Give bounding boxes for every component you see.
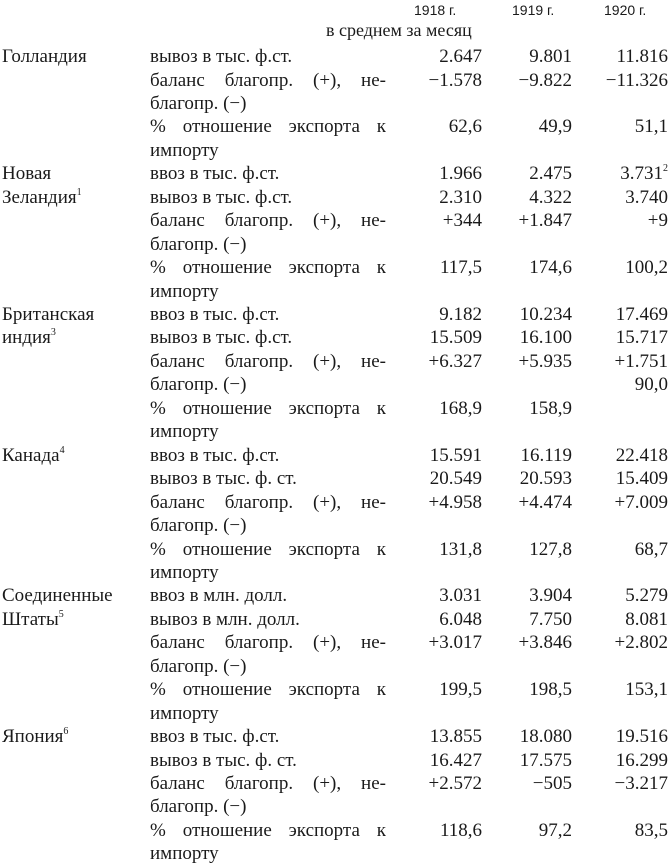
value-1919 <box>520 726 572 748</box>
value-1919-text: 17.575 <box>519 749 572 771</box>
value-1919-text: 7.750 <box>529 608 572 630</box>
value-1920-text: 68,7 <box>634 538 668 560</box>
indicator-label: вывоз в тыс. ф.ст. <box>150 327 293 349</box>
value-1918 <box>429 70 482 92</box>
value-1919 <box>529 187 572 209</box>
indicator-label: ввоз в млн. долл. <box>150 585 288 607</box>
value-1918-text: 6.048 <box>439 608 482 630</box>
country-name: Соединенные <box>2 585 113 607</box>
value-1918-text: +4.958 <box>428 491 482 513</box>
indicator-label: импорту <box>150 139 219 161</box>
country-name: индия <box>2 327 51 349</box>
value-1919 <box>519 492 572 514</box>
footnote-marker: 1 <box>76 186 82 198</box>
value-1920-text: 17.469 <box>615 303 668 325</box>
value-1918 <box>430 726 482 748</box>
value-1918 <box>439 163 482 185</box>
value-1918-text: +2.572 <box>428 772 482 794</box>
table-row <box>0 163 672 187</box>
value-1920 <box>616 327 668 349</box>
value-1918-text: 117,5 <box>439 257 482 278</box>
table-row <box>0 820 672 844</box>
country-label <box>2 304 94 326</box>
indicator-label: вывоз в тыс. ф.ст. <box>150 186 293 208</box>
value-1918-text: 13.855 <box>429 726 482 747</box>
country-name: Япония <box>2 726 64 747</box>
indicator-label: % отношение экспорта к <box>150 397 386 419</box>
table-row <box>0 492 672 516</box>
value-1919-text: +1.847 <box>518 210 572 232</box>
value-1919-text: 16.119 <box>520 444 572 466</box>
indicator-label: благопр. (−) <box>150 796 247 818</box>
country-label <box>2 163 51 185</box>
value-1918 <box>439 609 482 631</box>
country-label <box>2 726 68 748</box>
table-row <box>0 70 672 94</box>
table-row <box>0 210 672 234</box>
country-name: Новая <box>2 163 52 185</box>
value-1919 <box>529 163 572 185</box>
value-1918 <box>439 679 482 701</box>
value-1919 <box>529 398 572 420</box>
table-row <box>0 539 672 563</box>
value-1920-text: 83,5 <box>634 819 668 841</box>
country-name: Голландия <box>2 46 87 67</box>
country-label <box>2 609 64 631</box>
table-row <box>0 703 672 727</box>
value-1919-text: 2.475 <box>529 163 572 185</box>
value-1919 <box>533 773 572 795</box>
table-row <box>0 773 672 797</box>
value-1919-text: 10.234 <box>519 303 572 325</box>
country-name: Штаты <box>2 608 59 630</box>
value-1920 <box>616 445 668 467</box>
indicator-label: % отношение экспорта к <box>150 257 386 278</box>
footnote-marker: 6 <box>63 726 69 737</box>
value-1918-text: 15.591 <box>429 444 482 466</box>
table-row <box>0 421 672 445</box>
table-row <box>0 515 672 539</box>
value-1919-text: −505 <box>532 772 572 794</box>
value-1919 <box>520 304 572 326</box>
country-label <box>2 187 82 209</box>
country-name: Канада <box>2 444 60 466</box>
value-1918 <box>439 585 482 607</box>
value-1920 <box>625 585 668 607</box>
value-1919 <box>529 585 572 607</box>
indicator-label: баланс благопр. (+), не- <box>150 69 386 91</box>
value-1920 <box>620 163 668 185</box>
table-row <box>0 398 672 422</box>
country-label <box>2 327 56 349</box>
indicator-label: вывоз в млн. долл. <box>150 608 300 630</box>
table-row <box>0 445 672 469</box>
value-1919-text: 16.100 <box>519 327 572 349</box>
indicator-label: благопр. (−) <box>150 233 247 255</box>
table-subtitle: в среднем за месяц <box>326 20 472 40</box>
indicator-label: вывоз в тыс. ф. ст. <box>150 749 297 771</box>
value-1918 <box>440 820 482 842</box>
value-1919 <box>519 632 572 654</box>
footnote-marker: 4 <box>59 444 65 456</box>
value-1919 <box>539 820 572 842</box>
indicator-label: импорту <box>150 843 219 865</box>
value-1920 <box>616 46 668 68</box>
value-1918-text: 3.031 <box>439 585 482 607</box>
indicator-label: % отношение экспорта к <box>150 819 386 841</box>
value-1919 <box>519 70 572 92</box>
country-label <box>2 46 87 68</box>
indicator-label: благопр. (−) <box>150 655 247 677</box>
table-row <box>0 374 672 398</box>
table-row <box>0 796 672 820</box>
value-1918-text: +3.017 <box>428 632 482 654</box>
table-row <box>0 843 672 867</box>
table-row <box>0 585 672 609</box>
value-1920 <box>616 726 668 748</box>
indicator-label: импорту <box>150 421 219 443</box>
value-1918-text: +344 <box>442 210 482 232</box>
table-row <box>0 187 672 211</box>
value-1918-text: 9.182 <box>439 303 482 325</box>
value-1918-text: 118,6 <box>439 819 482 841</box>
value-1920 <box>616 750 668 772</box>
value-1919-text: 20.593 <box>519 468 572 490</box>
value-1920-text: 16.299 <box>615 749 668 771</box>
table-row <box>0 632 672 656</box>
table-row <box>0 468 672 492</box>
value-1920 <box>615 492 668 514</box>
value-1919-text: +3.846 <box>518 632 572 654</box>
value-1920-text: −3.217 <box>614 772 668 794</box>
indicator-label: импорту <box>150 561 219 583</box>
value-1918-text: 62,6 <box>448 116 482 138</box>
indicator-label: ввоз в тыс. ф.ст. <box>150 163 280 185</box>
value-1918-text: 1.966 <box>439 163 482 185</box>
value-1920-text: 153,1 <box>625 679 668 701</box>
indicator-label: ввоз в тыс. ф.ст. <box>150 726 280 747</box>
table-row <box>0 304 672 328</box>
value-1919 <box>529 609 572 631</box>
indicator-label: % отношение экспорта к <box>150 116 386 138</box>
value-1920 <box>615 351 668 373</box>
value-1918 <box>429 492 482 514</box>
value-1920 <box>635 820 668 842</box>
value-1918 <box>430 750 482 772</box>
value-1919-text: −9.822 <box>518 69 572 91</box>
value-1919-text: +4.474 <box>518 491 572 513</box>
indicator-label: благопр. (−) <box>150 374 247 396</box>
table-row <box>0 93 672 117</box>
value-1919-text: 4.322 <box>529 186 572 208</box>
value-1919-text: 158,9 <box>529 397 572 419</box>
table-row <box>0 351 672 375</box>
value-1918-text: 2.310 <box>439 186 482 208</box>
value-1920-text: 8.081 <box>625 608 668 630</box>
value-1920-text: 90,0 <box>634 374 668 396</box>
value-1919 <box>519 210 572 232</box>
value-1918-text: 131,8 <box>439 538 482 560</box>
indicator-label: ввоз в тыс. ф.ст. <box>150 444 280 466</box>
value-1919-text: 198,5 <box>529 679 572 701</box>
year-header-1919: 1919 г. <box>512 2 555 18</box>
value-1919-text: 49,9 <box>538 116 572 138</box>
value-1919 <box>529 257 572 279</box>
table-row <box>0 140 672 164</box>
value-1920-text: 22.418 <box>615 444 668 466</box>
value-1918 <box>439 539 482 561</box>
table-row <box>0 750 672 774</box>
value-1918 <box>443 210 482 232</box>
value-1919-text: 127,8 <box>529 538 572 560</box>
indicator-label: благопр. (−) <box>150 92 247 114</box>
indicator-label: баланс благопр. (+), не- <box>150 772 386 794</box>
indicator-label: баланс благопр. (+), не- <box>150 491 386 513</box>
table-row <box>0 327 672 351</box>
value-1918 <box>440 257 482 279</box>
value-1919 <box>529 46 572 68</box>
value-1920-text: 15.409 <box>615 468 668 490</box>
indicator-label: вывоз в тыс. ф.ст. <box>150 46 293 67</box>
value-1918 <box>439 304 482 326</box>
country-label <box>2 445 65 467</box>
value-1918-text: 15.509 <box>429 327 482 349</box>
indicator-label: импорту <box>150 280 219 302</box>
value-1920 <box>606 70 668 92</box>
indicator-label: баланс благопр. (+), не- <box>150 632 386 654</box>
indicator-label: баланс благопр. (+), не- <box>150 350 386 372</box>
value-1920-text: +2.802 <box>614 632 668 654</box>
indicator-label: % отношение экспорта к <box>150 538 386 560</box>
footnote-marker: 5 <box>58 608 64 620</box>
value-1918 <box>429 773 482 795</box>
country-name: Зеландия <box>2 186 77 208</box>
value-1920-text: 5.279 <box>625 585 668 607</box>
value-1918-text: +6.327 <box>428 350 482 372</box>
value-1919 <box>520 445 572 467</box>
value-1920-text: 100,2 <box>625 257 668 278</box>
value-1919 <box>539 116 572 138</box>
table-row <box>0 562 672 586</box>
value-1919-text: 9.801 <box>529 46 572 67</box>
table-row <box>0 726 672 750</box>
value-1919-text: 18.080 <box>519 726 572 747</box>
value-1919-text: 3.904 <box>529 585 572 607</box>
value-1918-text: 20.549 <box>429 468 482 490</box>
value-1918 <box>430 468 482 490</box>
indicator-label: ввоз в тыс. ф.ст. <box>150 303 280 325</box>
value-1919 <box>520 327 572 349</box>
indicator-label: благопр. (−) <box>150 515 247 536</box>
value-1920 <box>616 304 668 326</box>
table-row <box>0 609 672 633</box>
value-1920 <box>615 773 668 795</box>
value-1918-text: 2.647 <box>439 46 482 67</box>
value-1919 <box>520 750 572 772</box>
indicator-label: % отношение экспорта к <box>150 679 386 701</box>
value-1920-text: −11.326 <box>605 69 668 91</box>
table-row <box>0 656 672 680</box>
value-1918-text: −1.578 <box>428 69 482 91</box>
value-1918 <box>429 351 482 373</box>
value-1920 <box>648 210 668 232</box>
value-1920-text: 15.717 <box>615 327 668 349</box>
indicator-label: импорту <box>150 702 219 724</box>
value-1918 <box>449 116 482 138</box>
footnote-marker: 2 <box>663 163 668 175</box>
value-1920 <box>616 468 668 490</box>
value-1920 <box>635 116 668 138</box>
table-row <box>0 257 672 281</box>
year-header-1918: 1918 г. <box>414 2 457 18</box>
value-1918 <box>439 46 482 68</box>
value-1920-text: 3.731 <box>620 163 663 185</box>
value-1919-text: 97,2 <box>538 819 572 841</box>
value-1920-text: 3.740 <box>625 186 668 208</box>
value-1920-text: 19.516 <box>615 726 668 747</box>
value-1919-text: 174,6 <box>529 257 572 278</box>
value-1919 <box>520 468 572 490</box>
value-1920 <box>635 374 668 396</box>
value-1918 <box>429 632 482 654</box>
value-1920-text: +7.009 <box>614 491 668 513</box>
value-1920 <box>615 632 668 654</box>
value-1920 <box>625 257 668 279</box>
table-row <box>0 116 672 140</box>
country-label <box>2 585 113 607</box>
value-1919 <box>529 679 572 701</box>
table-row <box>0 46 672 70</box>
indicator-label: баланс благопр. (+), не- <box>150 210 386 232</box>
value-1920 <box>625 609 668 631</box>
value-1918-text: 16.427 <box>429 749 482 771</box>
value-1918 <box>430 327 482 349</box>
value-1920-text: +1.751 <box>614 350 668 372</box>
value-1920-text: 11.816 <box>616 46 668 67</box>
value-1920 <box>625 679 668 701</box>
footnote-marker: 3 <box>50 327 56 339</box>
table-row <box>0 234 672 258</box>
value-1919 <box>529 539 572 561</box>
value-1918-text: 168,9 <box>439 397 482 419</box>
value-1920 <box>635 539 668 561</box>
value-1919 <box>519 351 572 373</box>
value-1919-text: +5.935 <box>518 350 572 372</box>
value-1918 <box>439 187 482 209</box>
value-1918-text: 199,5 <box>439 679 482 701</box>
value-1918 <box>430 445 482 467</box>
table-row <box>0 679 672 703</box>
year-header-1920: 1920 г. <box>604 2 647 18</box>
table-row <box>0 281 672 305</box>
value-1920-text: +9 <box>647 210 668 232</box>
indicator-label: вывоз в тыс. ф. ст. <box>150 468 297 490</box>
value-1920-text: 51,1 <box>634 116 668 138</box>
value-1920 <box>625 187 668 209</box>
value-1918 <box>439 398 482 420</box>
country-name: Британская <box>2 303 95 325</box>
